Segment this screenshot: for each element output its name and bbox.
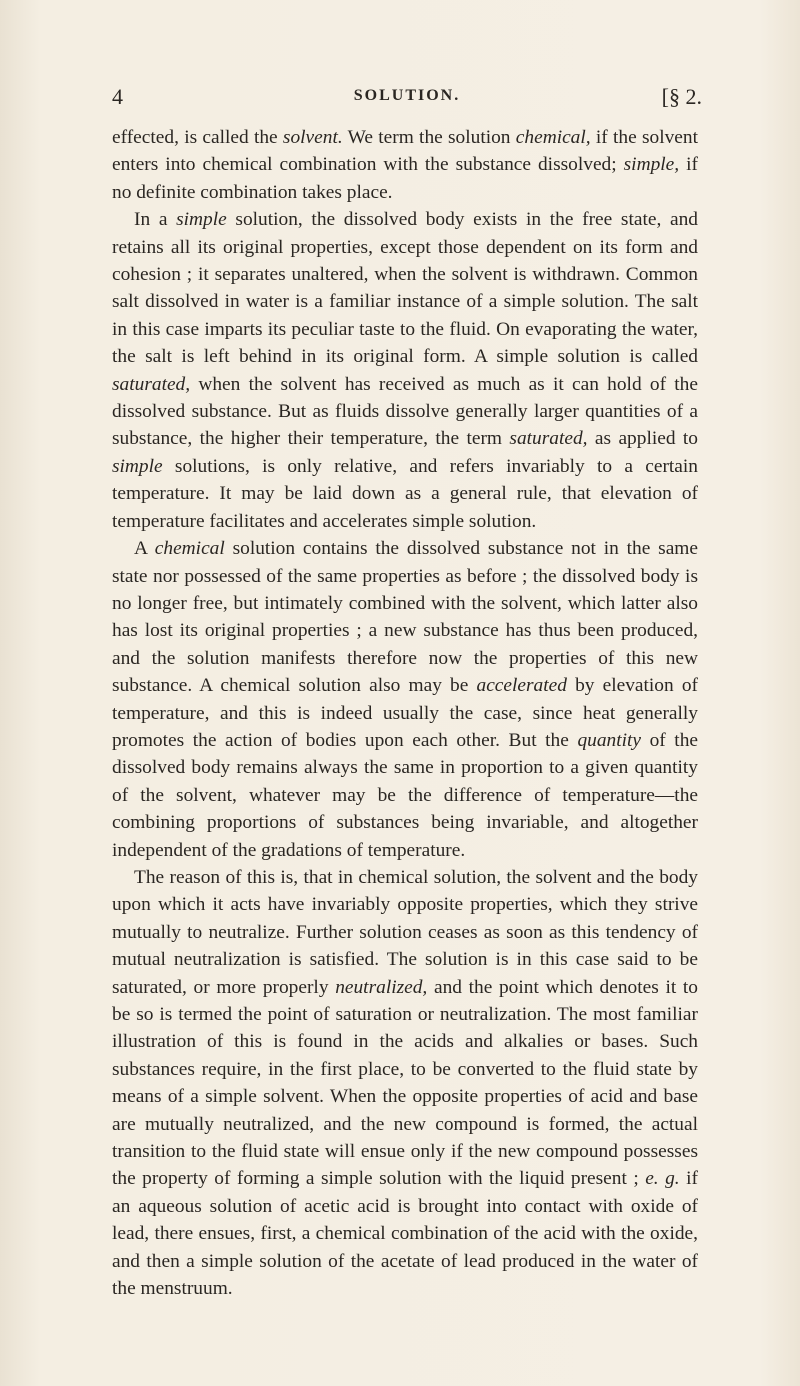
italic-text: e. g. [645, 1168, 680, 1190]
italic-text: neutralized, [335, 976, 428, 998]
text-run: solution, the dissolved body exists in the free state, and retains all its original properties, except those dependent on its form and cohesion ; it separates unaltered, when the solvent is withdrawn. Common salt dissolved in water is a familiar instance of a simple solution. The salt in this case imparts its peculiar taste to the fluid. On evaporating the water, the salt is left behind in its original form. A simple solution is called [112, 209, 698, 368]
text-run: In a [134, 209, 177, 231]
italic-text: simple [176, 209, 227, 231]
page-header [112, 84, 702, 114]
italic-text: simple, [623, 154, 680, 176]
paragraph [112, 535, 698, 864]
text-run: if an aqueous solution of acetic acid is brought into contact with oxide of lead, there ensues, first, a chemical combination of the acid with the oxide, and then a simple solution of the acetate of lead produced in the water of the menstruum. [112, 1168, 698, 1300]
paragraph [112, 206, 698, 535]
text-run: We term the solution [342, 127, 516, 148]
italic-text: saturated, [509, 428, 588, 450]
text-run: of the dissolved body remains always the same in proportion to a given quantity of the solvent, whatever may be the difference of temperature—the combining proportions of substances being invariable, and altogether independent of the gradations of temperature. [112, 729, 699, 861]
italic-text: quantity [577, 729, 641, 751]
text-run: solutions, is only relative, and refers invariably to a certain temperature. It may be laid down as a general rule, that elevation of temperature facilitates and accelerates simple solution. [112, 455, 698, 532]
text-run: by elevation of temperature, and this is indeed usually the case, since heat generally promotes the action of bodies upon each other. But the [112, 675, 698, 751]
text-run: A [134, 538, 155, 560]
text-run: if no definite combination takes place. [112, 154, 698, 203]
body-text [112, 124, 698, 1302]
section-mark: [§ 2. [661, 84, 702, 109]
text-run: solution contains the dissolved substance not in the same state nor possessed of the same properties as before ; the dissolved body is no longer free, but intimately combined with the solvent, which latter also has lost its original properties ; a new substance has thus been produced, and the solution manifests therefore now the properties of this new substance. A chemical solution also may be [112, 538, 698, 697]
italic-text: chemical, [515, 127, 591, 148]
paragraph [112, 864, 698, 1303]
page-number: 4 [112, 84, 123, 109]
text-run: if the solvent enters into chemical combination with the substance dissolved; [112, 127, 698, 176]
text-run: as applied to [587, 428, 698, 450]
italic-text: chemical [154, 538, 225, 560]
text-run: effected, is called the [112, 127, 283, 148]
italic-text: solvent. [282, 127, 343, 148]
italic-text: simple [112, 455, 163, 477]
text-run: when the solvent has received as much as it can hold of the dissolved substance. But as fluids dissolve generally larger quantities of a substance, the higher their temperature, the term [112, 373, 698, 450]
running-title: SOLUTION. [353, 87, 461, 104]
text-run: and the point which denotes it to be so is termed the point of saturation or neutralization. The most familiar illustration of this is found in the acids and alkalies or bases. Such substances require, in the first place, to be converted to the fluid state by means of a simple solvent. When the opposite properties of acid and base are mutually neutralized, and the new compound is formed, the actual transition to the fluid state will ensue only if the new compound possesses the property of forming a simple solution with the liquid present ; [112, 976, 698, 1190]
text-run: The reason of this is, that in chemical solution, the solvent and the body upon which it acts have invariably opposite properties, which they strive mutually to neutralize. Further solution ceases as soon as this tendency of mutual neutralization is satisfied. The solution is in this case said to be saturated, or more properly [112, 866, 698, 998]
italic-text: accelerated [476, 675, 567, 697]
paragraph [112, 124, 698, 206]
italic-text: saturated, [112, 373, 191, 395]
